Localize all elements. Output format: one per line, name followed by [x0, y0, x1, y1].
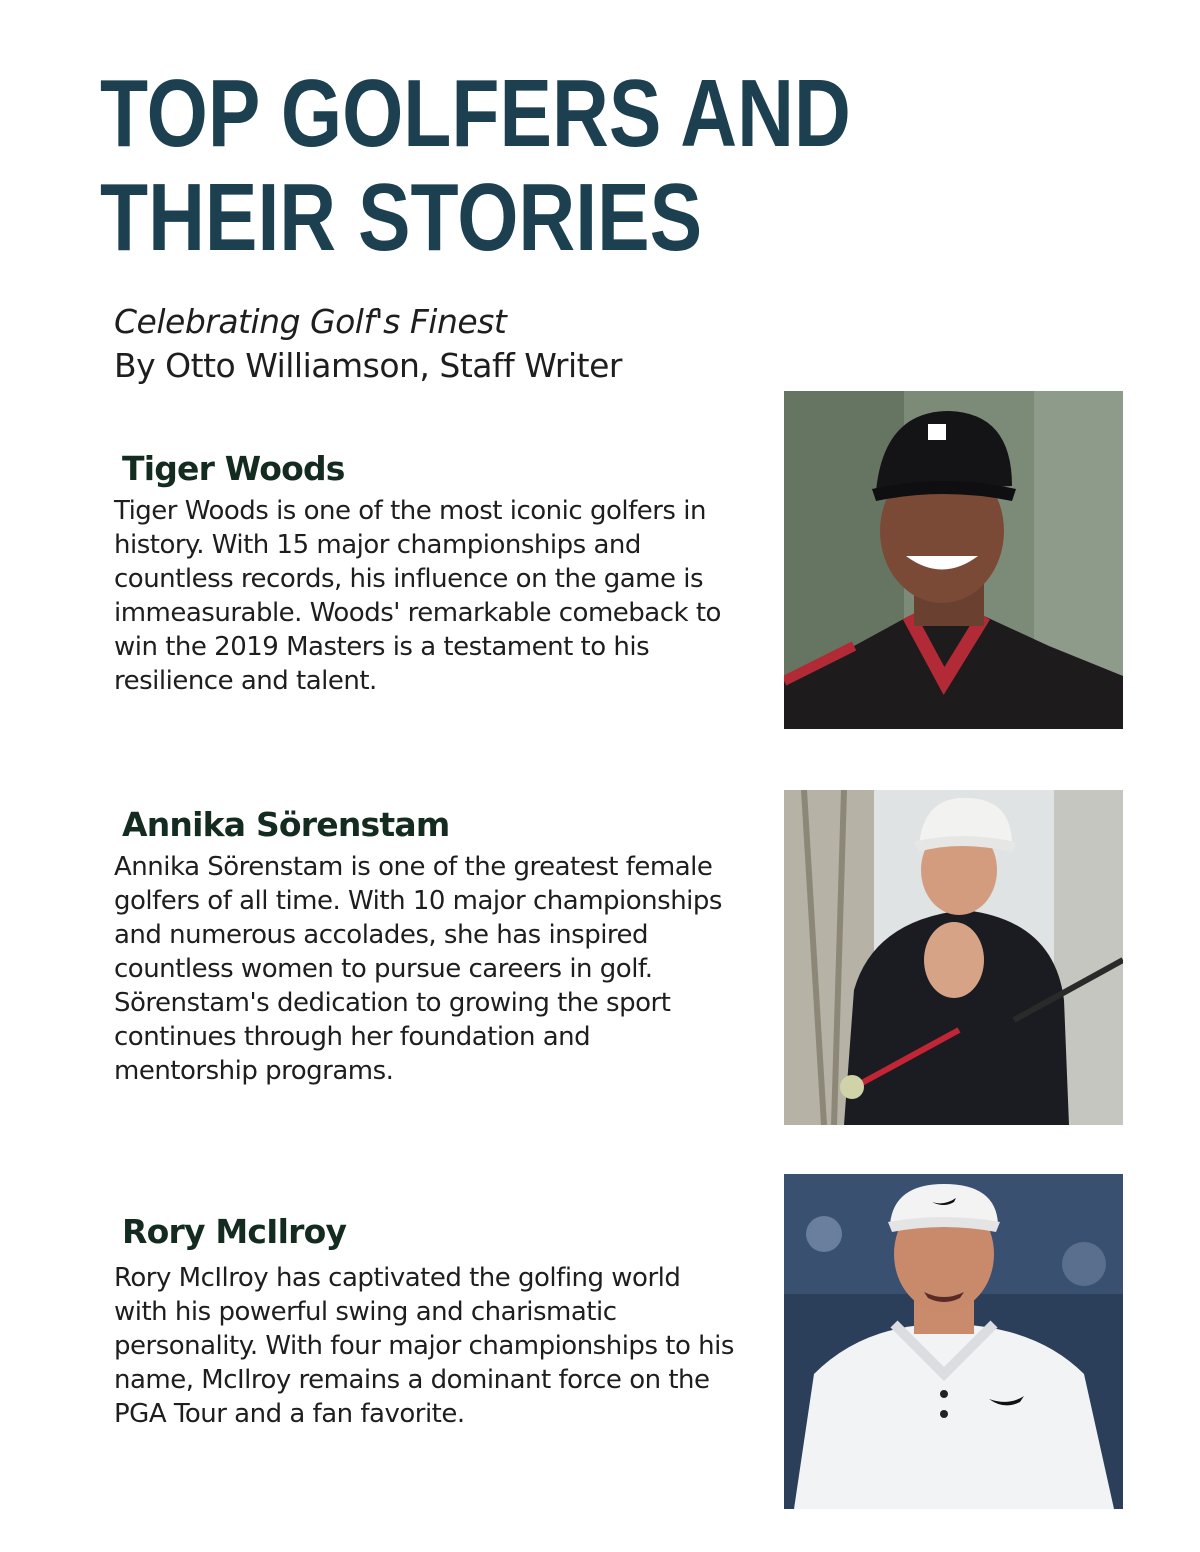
subtitle: Celebrating Golf's Finest: [114, 302, 507, 341]
title-line-2: THEIR STORIES: [100, 164, 703, 271]
golfer-photo-annika-sorenstam: [784, 790, 1123, 1125]
golfer-name: Annika Sörenstam: [122, 805, 450, 844]
golfer-photo-illustration: [784, 1174, 1123, 1509]
golfer-name: Tiger Woods: [122, 449, 345, 488]
page-title: [100, 60, 851, 271]
golfer-name: Rory McIlroy: [122, 1212, 347, 1251]
golfer-photo-rory-mcilroy: [784, 1174, 1123, 1509]
golfer-bio: Tiger Woods is one of the most iconic golfers in history. With 15 major championships and countless records, his influence on the game is immeasurable. Woods' remarkable comeback to win the 2019 Masters is a testament to his resilience and talent.: [114, 496, 721, 696]
title-line-1: TOP GOLFERS AND: [100, 60, 851, 167]
golfer-bio: Annika Sörenstam is one of the greatest female golfers of all time. With 10 major championships and numerous accolades, she has inspired countless women to pursue careers in golf. Sörenstam's dedication to growing the sport continues through her foundation and mentorship programs.: [114, 852, 722, 1086]
golfer-bio: Rory McIlroy has captivated the golfing world with his powerful swing and charismatic personality. With four major championships to his name, McIlroy remains a dominant force on the PGA Tour and a fan favorite.: [114, 1263, 734, 1429]
golfer-photo-tiger-woods: [784, 391, 1123, 729]
golfer-photo-illustration: [784, 391, 1123, 729]
byline: By Otto Williamson, Staff Writer: [114, 346, 622, 385]
golfer-photo-illustration: [784, 790, 1123, 1125]
